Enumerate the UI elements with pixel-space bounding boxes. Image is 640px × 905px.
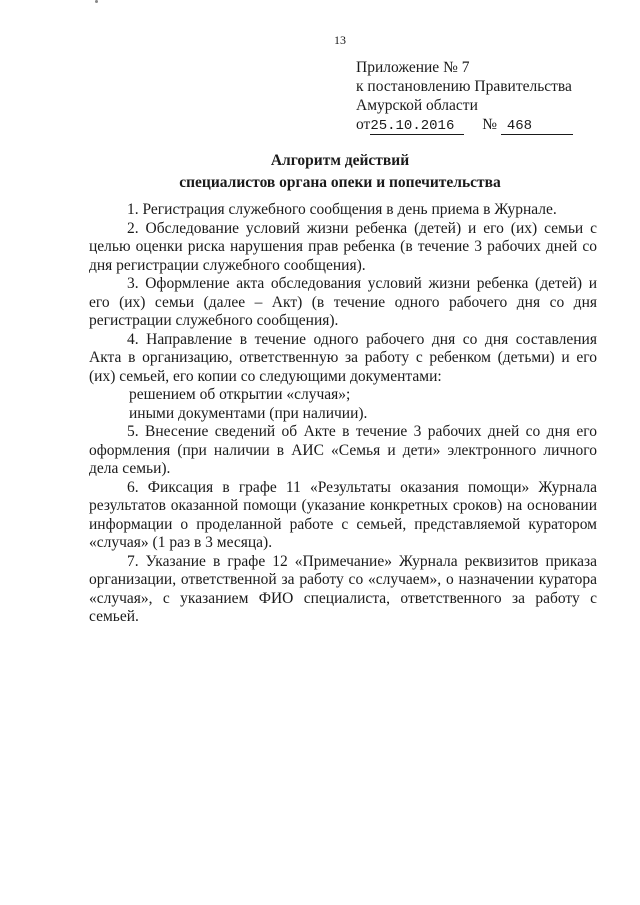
appendix-line-3: Амурской области	[356, 97, 478, 114]
appendix-block	[356, 58, 573, 135]
step-4-item-1: решением об открытии «случая»;	[129, 386, 351, 403]
step-3: 3. Оформление акта обследования условий жизни ребенка (детей) и его (их) семьи (далее – Акт) (в течение одного рабочего дня со дня регистрации служебного сообщения).	[89, 275, 597, 329]
algorithm-steps	[89, 201, 597, 627]
appendix-line-2: к постановлению Правительства	[356, 78, 572, 95]
date-prefix: от	[356, 116, 371, 133]
step-4-item-2: иными документами (при наличии).	[129, 404, 368, 422]
decree-date: 25.10.2016	[370, 119, 464, 135]
document-title	[0, 150, 640, 194]
step-6: 6. Фиксация в графе 11 «Результаты оказания помощи» Журнала результатов оказанной помощи (указание конкретных сроков) на основании информации о проделанной работе с семьей, представляемой куратором «случая» (1 раз в 3 месяца).	[89, 478, 597, 551]
step-1: 1. Регистрация служебного сообщения в день приема в Журнале.	[127, 201, 557, 218]
page-number: 13	[334, 33, 346, 47]
scan-speck	[95, 0, 98, 3]
title-line-1: Алгоритм действий	[270, 152, 410, 169]
appendix-date-line	[356, 115, 573, 135]
title-line-2: специалистов органа опеки и попечительства	[179, 174, 501, 191]
step-4: 4. Направление в течение одного рабочего дня со дня составления Акта в организацию, ответственную за работу с ребенком (детьми) и его (их) семьей, его копии со следующими документами:	[89, 330, 597, 385]
step-7: 7. Указание в графе 12 «Примечание» Журнала реквизитов приказа организации, ответственной за работу со «случаем», о назначении куратора «случая», с указанием ФИО специалиста, ответственного за работу с семьей.	[89, 552, 597, 625]
decree-number: 468	[501, 119, 573, 135]
step-5: 5. Внесение сведений об Акте в течение 3 рабочих дней со дня его оформления (при наличии в АИС «Семья и дети» электронного личного дела семьи).	[89, 423, 597, 477]
appendix-line-1: Приложение № 7	[356, 59, 470, 76]
number-prefix: №	[482, 116, 497, 133]
step-2: 2. Обследование условий жизни ребенка (детей) и его (их) семьи с целью оценки риска нарушения прав ребенка (в течение 3 рабочих дней со дня регистрации служебного сообщения).	[89, 219, 597, 274]
